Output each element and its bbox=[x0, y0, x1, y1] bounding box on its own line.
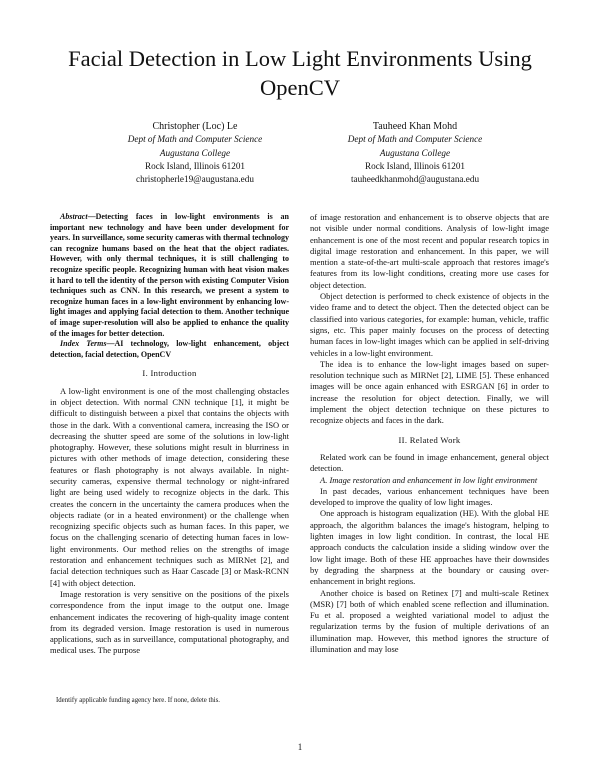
author-block-1 bbox=[80, 120, 310, 186]
index-terms bbox=[50, 339, 289, 360]
paragraph: One approach is histogram equalization (HE). With the global HE approach, the algorithm balances the image's histogram, helping to lighten images in low light condition. In contrast, the local HE approach conducts the calculation inside a sliding window over the low light image. Both of these HE approaches have their downsides by degrading the sharpness at the boundary or causing over-enhancement in bright regions. bbox=[310, 508, 549, 587]
author-location: Rock Island, Illinois 61201 bbox=[144, 160, 246, 171]
author-college: Augustana College bbox=[159, 147, 231, 158]
index-terms-text: —AI technology, low-light enhancement, object detection, facial detection, OpenCV bbox=[50, 339, 290, 359]
subsection-heading: A. Image restoration and enhancement in low light environment bbox=[320, 474, 538, 485]
author-email: tauheedkhanmohd@augustana.edu bbox=[350, 174, 480, 185]
page-number: 1 bbox=[297, 742, 303, 752]
author-email: christopherle19@augustana.edu bbox=[136, 174, 254, 185]
author-dept: Dept of Math and Computer Science bbox=[127, 134, 263, 145]
paragraph: Another choice is based on Retinex [7] and multi-scale Retinex (MSR) [7] both of which enabled scene reflection and illumination. Fu et al. proposed a weighted variational model to adjust the regularization terms by the fusion of multiple derivations of an illumination map. However, this method ignores the structure of illumination and may lose bbox=[310, 587, 549, 654]
author-name: Christopher (Loc) Le bbox=[152, 121, 238, 132]
right-column bbox=[310, 212, 549, 655]
paragraph: The idea is to enhance the low-light images based on super-resolution technique such as MIRNet [2], LIME [5]. These enhanced images will be once again enhanced with ESRGAN [6] in order to increase the resolution for object detection. Finally, we will implement the object detection technique on these pictures to recognize objects and faces in the dark. bbox=[310, 358, 549, 426]
author-college: Augustana College bbox=[379, 147, 451, 158]
paragraph: In past decades, various enhancement techniques have been developed to improve the quality of low light images. bbox=[310, 485, 549, 508]
author-name: Tauheed Khan Mohd bbox=[372, 121, 458, 132]
author-location: Rock Island, Illinois 61201 bbox=[364, 160, 466, 171]
paragraph: A low-light environment is one of the most challenging obstacles in object detection. With normal CNN technique [1], it might be difficult to distinguish between a pixel that contains the objects with those in the dark. With a conventional camera, increasing the ISO or decreasing the shutter speed are some of the solutions in low-light photography. However, these solutions might result in blurriness in pictures with other methods of image detection, considering these features or flash photography is not always available. In night-security cameras, expensive thermal technology or night-infrared light are being used widely to recognize objects in the dark. This creates the concern in the uncertainty the camera produces when the objects radiate (or in a heated environment) or the challenge when recognizing specific objects such as human faces. In this paper, we focus on the challenging scenario of detecting human faces in low-light environments. Our method relies on the strengths of image restoration and enhancement techniques such as MIRNet [2], and facial detection techniques such as Haar Cascade [3] or Mask-RCNN [4] with object detection. bbox=[50, 385, 289, 588]
left-column bbox=[50, 212, 289, 657]
section-heading-related-work: II. Related Work bbox=[398, 434, 461, 445]
paper-title: Facial Detection in Low Light Environments Using OpenCV bbox=[68, 46, 532, 100]
paragraph: Image restoration is very sensitive on the positions of the pixels correspondence from the input image to the output one. Image enhancement indicates the recovering of high-quality image content from its degraded version. Image restoration is used in numerous applications, such as in surveillance, computational photography, and medical uses. The purpose bbox=[50, 588, 289, 656]
footnote: Identify applicable funding agency here. If none, delete this. bbox=[56, 697, 221, 704]
index-terms-label: Index Terms bbox=[60, 339, 107, 349]
paragraph: of image restoration and enhancement is to observe objects that are not visible under normal conditions. Analysis of low-light image enhancement is one of the most recent and popular research topics in digital image restoration and enhancement. In this paper, we will mention a state-of-the-art multi-scale approach that restores image's features from its low-light conditions, creating more use cases for object detection. bbox=[310, 212, 549, 290]
section-heading-introduction: I. Introduction bbox=[142, 368, 197, 379]
abstract-label: Abstract bbox=[60, 212, 88, 221]
author-block-2 bbox=[300, 120, 530, 186]
abstract-text: —Detecting faces in low-light environments is an important new technology and have been under development for years. In surveillance, some security cameras with thermal technology can recognize humans based on the heat that the object radiates. However, with only thermal techniques, it is still challenging to recognize specific people. Recognizing human with heat vision makes it hard to tell the identity of the person with existing Computer Vision techniques such as CNN. In this research, we present a system to recognize human faces in a low-light environment by enhancing low-light images and applying facial detection to them. Another technique of image super-resolution will also be applied to enhance the quality of the images for better detection. bbox=[50, 212, 289, 338]
author-dept: Dept of Math and Computer Science bbox=[347, 134, 483, 145]
paragraph: Related work can be found in image enhancement, general object detection. bbox=[310, 451, 549, 474]
abstract bbox=[50, 212, 289, 339]
paragraph: Object detection is performed to check existence of objects in the video frame and to detect the object. Then the detected object can be classified into various categories, for example: human, vehicle, traffic signs, etc. This paper mainly focuses on the process of detecting human faces in low-light images which can be applied in self-driving vehicles in a low-light environment. bbox=[310, 291, 549, 358]
